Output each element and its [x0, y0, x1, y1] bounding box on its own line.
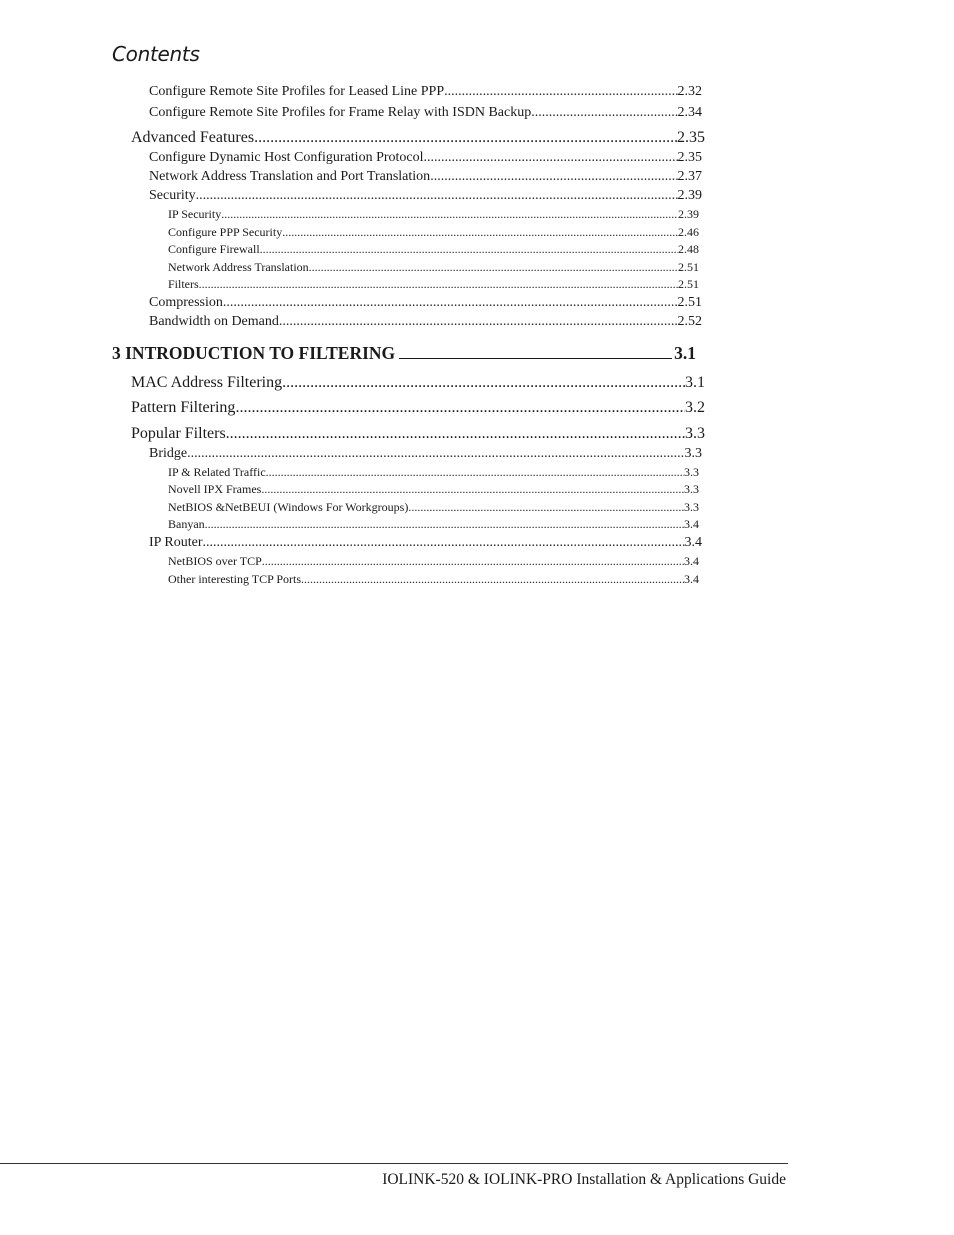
- toc-entry-page: 3.4: [684, 572, 699, 586]
- dot-leader: [196, 188, 678, 204]
- toc-entry-page: 3.4: [684, 535, 702, 550]
- toc-entry-label: Configure Dynamic Host Configuration Protocol: [149, 150, 424, 165]
- toc-entry[interactable]: [112, 343, 696, 364]
- toc-entry[interactable]: [131, 374, 705, 392]
- toc-entry[interactable]: [168, 242, 699, 257]
- toc-entry-page: 2.51: [677, 295, 702, 310]
- toc-entry-page: 3.4: [684, 517, 699, 531]
- dot-leader: [221, 207, 678, 222]
- toc-entry-label: Popular Filters: [131, 425, 226, 442]
- toc-entry-page: 2.39: [677, 188, 702, 203]
- toc-entry-label: Configure Remote Site Profiles for Leased Line PPP: [149, 84, 445, 99]
- dot-leader: [399, 358, 672, 359]
- dot-leader: [266, 465, 684, 480]
- toc-entry-label: IP & Related Traffic: [168, 465, 266, 479]
- toc-entry[interactable]: [131, 425, 705, 443]
- dot-leader: [199, 277, 678, 292]
- toc-entry-page: 2.35: [677, 150, 702, 165]
- toc-entry[interactable]: [131, 399, 705, 417]
- toc-entry[interactable]: [149, 188, 702, 204]
- dot-leader: [226, 425, 685, 443]
- footer-rule: [0, 1163, 788, 1164]
- toc-entry[interactable]: [168, 500, 699, 515]
- toc-entry[interactable]: [149, 105, 702, 121]
- toc-entry[interactable]: [168, 572, 699, 587]
- toc-entry-label: Bandwidth on Demand: [149, 314, 279, 329]
- toc-entry[interactable]: [168, 517, 699, 532]
- dot-leader: [187, 446, 684, 462]
- toc-entry-page: 2.37: [677, 169, 702, 184]
- toc-entry-label: MAC Address Filtering: [131, 374, 283, 391]
- toc-entry-page: 3.2: [685, 399, 705, 416]
- toc-entry-label: Security: [149, 188, 196, 203]
- toc-entry-page: 3.3: [684, 482, 699, 496]
- toc-entry-label: 3 INTRODUCTION TO FILTERING: [112, 343, 396, 363]
- toc-entry-label: Configure Firewall: [168, 242, 260, 256]
- toc-entry-page: 2.35: [677, 129, 705, 146]
- toc-entry[interactable]: [168, 465, 699, 480]
- toc-entry-label: Configure PPP Security: [168, 225, 283, 239]
- toc-entry-label: Configure Remote Site Profiles for Frame Relay with ISDN Backup: [149, 105, 532, 120]
- toc-entry-page: 3.3: [684, 465, 699, 479]
- toc-entry-page: 2.34: [677, 105, 702, 120]
- page-title: Contents: [112, 42, 200, 66]
- toc-entry[interactable]: [149, 169, 702, 185]
- toc-entry-page: 3.3: [684, 500, 699, 514]
- dot-leader: [430, 169, 677, 185]
- toc-entry-label: Network Address Translation and Port Translation: [149, 169, 431, 184]
- toc-entry-page: 2.51: [678, 260, 699, 274]
- dot-leader: [444, 84, 677, 100]
- toc-entry-page: 3.3: [684, 446, 702, 461]
- toc-entry-page: 2.51: [678, 277, 699, 291]
- toc-entry-label: Bridge: [149, 446, 188, 461]
- footer-text: IOLINK-520 & IOLINK-PRO Installation & Applications Guide: [382, 1171, 786, 1188]
- toc-entry[interactable]: [149, 535, 702, 551]
- dot-leader: [408, 500, 684, 515]
- dot-leader: [254, 129, 677, 147]
- toc-entry-page: 2.32: [677, 84, 702, 99]
- toc-entry-label: IP Router: [149, 535, 203, 550]
- toc-entry-page: 3.1: [685, 374, 705, 391]
- toc-entry-page: 3.4: [684, 554, 699, 568]
- toc-entry[interactable]: [168, 207, 699, 222]
- toc-entry[interactable]: [168, 260, 699, 275]
- toc-entry-label: Banyan: [168, 517, 205, 531]
- toc-entry-page: 2.39: [678, 207, 699, 221]
- toc-entry[interactable]: [149, 295, 702, 311]
- toc-entry-label: Other interesting TCP Ports: [168, 572, 301, 586]
- toc-entry-label: NetBIOS &NetBEUI (Windows For Workgroups): [168, 500, 409, 514]
- dot-leader: [282, 225, 678, 240]
- toc-entry[interactable]: [131, 129, 705, 147]
- toc-entry[interactable]: [149, 150, 702, 166]
- dot-leader: [301, 572, 684, 587]
- toc-entry-label: NetBIOS over TCP: [168, 554, 262, 568]
- toc-entry[interactable]: [149, 314, 702, 330]
- toc-entry-page: 2.46: [678, 225, 699, 239]
- toc-entry-label: Compression: [149, 295, 223, 310]
- toc-entry[interactable]: [168, 225, 699, 240]
- dot-leader: [424, 150, 678, 166]
- toc-entry-label: Pattern Filtering: [131, 399, 236, 416]
- toc-entry[interactable]: [168, 554, 699, 569]
- dot-leader: [203, 535, 685, 551]
- dot-leader: [279, 314, 678, 330]
- toc-entry[interactable]: [168, 277, 699, 292]
- toc-entry-label: Advanced Features: [131, 129, 255, 146]
- dot-leader: [223, 295, 678, 311]
- toc-entry-page: 2.48: [678, 242, 699, 256]
- dot-leader: [282, 374, 685, 392]
- toc-entry[interactable]: [168, 482, 699, 497]
- dot-leader: [531, 105, 677, 121]
- toc-entry-label: Novell IPX Frames: [168, 482, 262, 496]
- toc-entry-label: Network Address Translation: [168, 260, 309, 274]
- dot-leader: [205, 517, 684, 532]
- dot-leader: [309, 260, 678, 275]
- toc-entry-label: Filters: [168, 277, 199, 291]
- toc-entry[interactable]: [149, 84, 702, 100]
- toc-entry[interactable]: [149, 446, 702, 462]
- toc-entry-page: 3.3: [685, 425, 705, 442]
- dot-leader: [235, 399, 685, 417]
- toc-entry-label: IP Security: [168, 207, 222, 221]
- dot-leader: [261, 482, 684, 497]
- toc-entry-page: 3.1: [674, 343, 696, 363]
- dot-leader: [260, 242, 678, 257]
- toc-entry-page: 2.52: [677, 314, 702, 329]
- dot-leader: [262, 554, 684, 569]
